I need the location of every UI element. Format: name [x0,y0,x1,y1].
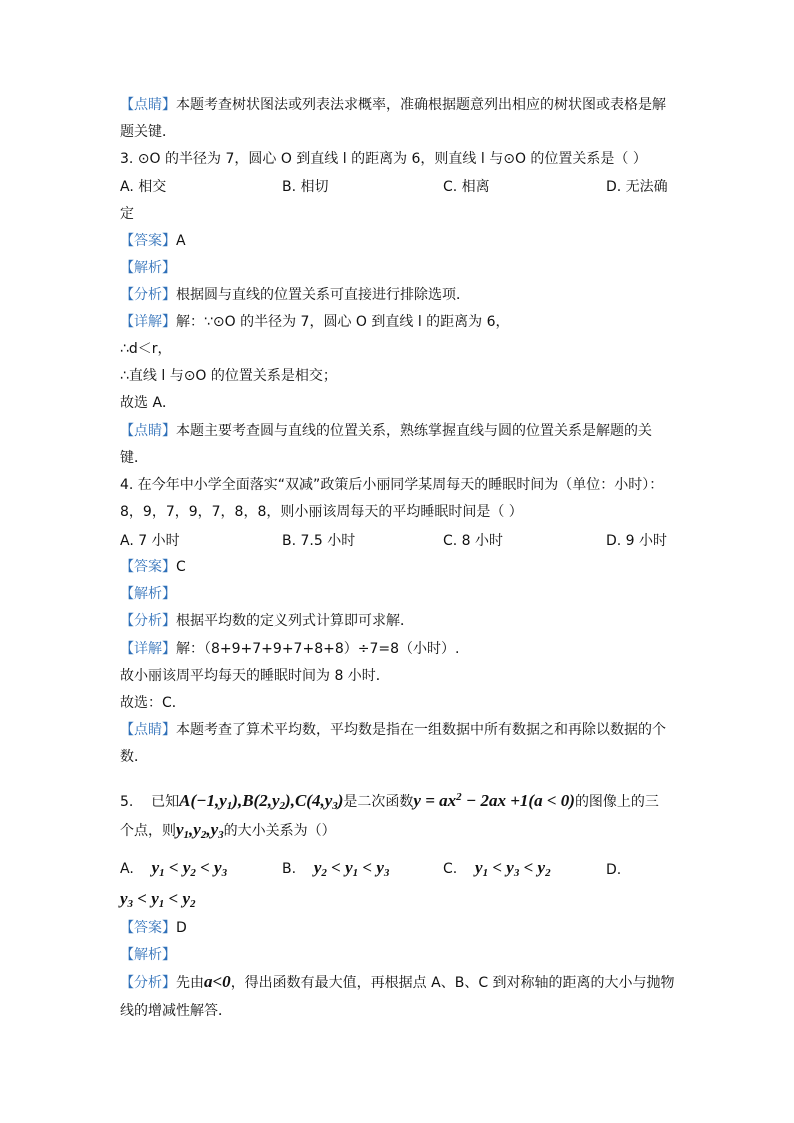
q4-dianjing-wrap: 数． [120,749,148,765]
question-4-stem: 4. 在今年中小学全面落实“双减”政策后小丽同学某周每天的睡眠时间为（单位：小时）： [120,477,664,493]
q3-step-1: ∴d＜r， [120,341,172,357]
q5-option-d-label: D. [606,862,622,878]
stem-line2-a: 个点，则 [120,823,176,839]
fenxi-tag: 【分析】 [120,613,176,629]
q3-fenxi [120,285,470,305]
detail-tag: 【详解】 [120,641,176,657]
fenxi-tag: 【分析】 [120,287,176,303]
option-formula: $y_2 < y_1 < y_3$ [313,858,390,879]
q5-option-c [443,858,551,883]
q4-fenxi [120,611,414,631]
answer-value: C [176,559,186,575]
q3-option-c: C. 相离 [443,179,490,195]
quadratic-formula: $y = ax^2 - 2ax +1(a < 0)$ [413,791,575,810]
q4-option-a: A. 7 小时 [120,533,180,549]
option-label: A. [120,861,134,877]
q5-analysis-tag: 【解析】 [120,947,176,963]
dianjing-text: 本题考查树状图法或列表法求概率，准确根据题意列出相应的树状图或表格是解 [176,97,666,113]
q4-option-c: C. 8 小时 [443,533,504,549]
detail-tag: 【详解】 [120,314,176,330]
q3-detail [120,312,510,332]
q3-dianjing [120,421,652,441]
question-number: 5. [120,794,134,810]
dianjing-tag: 【点睛】 [120,423,176,439]
dianjing-text: 本题主要考查圆与直线的位置关系，熟练掌握直线与圆的位置关系是解题的关 [176,423,652,439]
q4-answer [120,557,186,577]
answer-tag: 【答案】 [120,920,176,936]
option-formula: $y_1 < y_2 < y_3$ [151,858,228,879]
q5-option-a [120,858,227,883]
fenxi-tag: 【分析】 [120,975,176,991]
q4-choose: 故选：C． [120,695,186,711]
q3-analysis-tag: 【解析】 [120,260,176,276]
q5-option-b [282,858,389,883]
q4-option-d: D. 9 小时 [606,533,668,549]
answer-value: A [176,233,186,249]
stem-mid: 是二次函数 [343,794,414,810]
q4-analysis-tag: 【解析】 [120,586,176,602]
points-formula: $A(-1,y_1),B(2,y_2),C(4,y_3)$ [179,791,344,812]
q3-choose: 故选 A． [120,395,177,411]
q5-answer [120,918,187,938]
q4-dianjing [120,720,666,740]
y-values-formula: $y_1,y_2,y_3$ [176,820,224,841]
q5-fenxi-wrap: 线的增减性解答． [120,1003,232,1019]
dianjing-line [120,95,666,115]
fenxi-text: 根据圆与直线的位置关系可直接进行排除选项． [176,287,470,303]
question-5-stem [120,787,659,816]
q5-option-d-formula [120,889,196,914]
option-formula: $y_1 < y_3 < y_2$ [475,858,551,879]
stem-end: 的图像上的三 [574,794,659,810]
q3-option-b: B. 相切 [282,179,329,195]
detail-text: 解：（8+9+7+9+7+8+8）÷7=8（小时）. [176,641,460,657]
dianjing-tag: 【点睛】 [120,97,176,113]
question-3-stem: 3. ⊙O 的半径为 7，圆心 O 到直线 l 的距离为 6，则直线 l 与⊙O 的位置关系是（ ） [120,151,647,167]
fenxi-text-a: 先由 [176,975,204,991]
fenxi-text-b: ，得出函数有最大值，再根据点 A、B、C 到对称轴的距离的大小与抛物 [230,975,675,991]
q3-step-2: ∴直线 l 与⊙O 的位置关系是相交； [120,368,337,384]
q3-option-d-wrap: 定 [120,206,134,222]
dianjing-tag: 【点睛】 [120,722,176,738]
option-label: B. [282,861,297,877]
q4-option-b: B. 7.5 小时 [282,533,356,549]
stem-line2-b: 的大小关系为（） [223,823,336,839]
q3-answer [120,231,186,251]
option-formula: $y_3 < y_1 < y_2$ [120,889,196,910]
a-negative-formula: a<0 [204,972,231,991]
stem-known: 已知 [151,794,180,810]
question-4-data: 8，9，7，9，7，8，8，则小丽该周每天的平均睡眠时间是（ ） [120,504,523,520]
q4-detail [120,639,459,659]
fenxi-text: 根据平均数的定义列式计算即可求解． [176,613,414,629]
dianjing-text: 本题考查了算术平均数，平均数是指在一组数据中所有数据之和再除以数据的个 [176,722,666,738]
answer-tag: 【答案】 [120,559,176,575]
question-5-line-2 [120,820,336,845]
q4-step-1: 故小丽该周平均每天的睡眠时间为 8 小时． [120,668,390,684]
dianjing-wrap: 题关键． [120,124,176,140]
answer-tag: 【答案】 [120,233,176,249]
q5-fenxi [120,972,675,993]
answer-value: D [176,920,187,936]
q3-option-d: D. 无法确 [606,179,668,195]
q3-dianjing-wrap: 键． [120,450,148,466]
q3-option-a: A. 相交 [120,179,167,195]
detail-text: 解：∵⊙O 的半径为 7，圆心 O 到直线 l 的距离为 6， [176,314,510,330]
option-label: C. [443,861,458,877]
